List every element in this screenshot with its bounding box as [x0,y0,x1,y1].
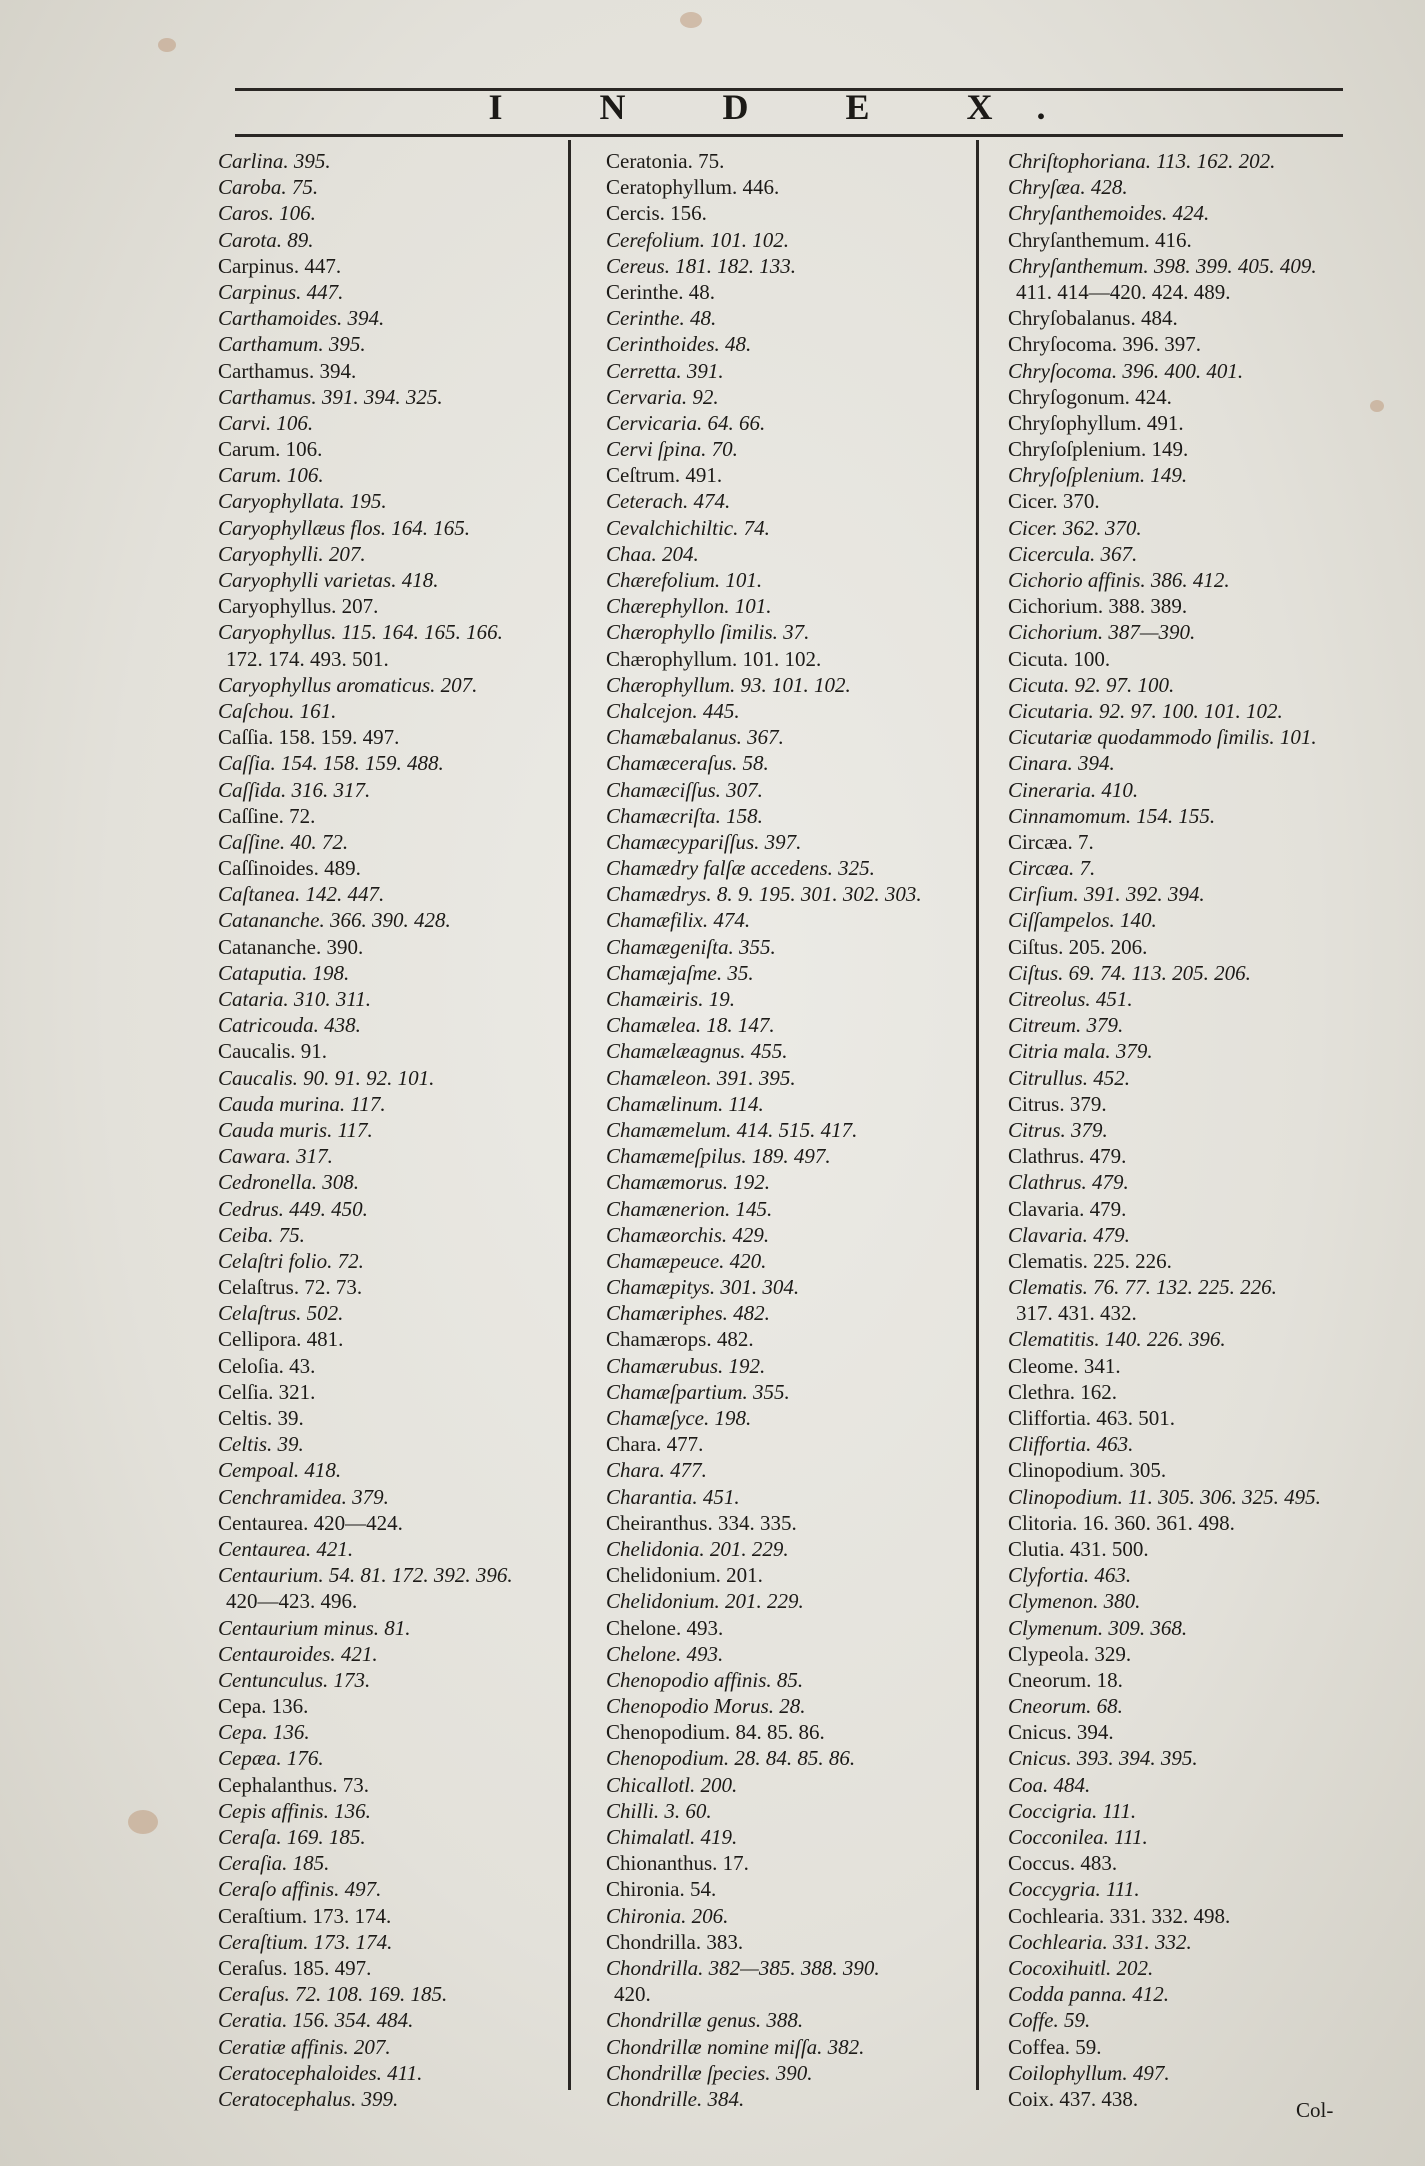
index-entry: Chironia. 54. [606,1877,717,1902]
index-entry: Citrus. 379. [1008,1091,1107,1116]
index-entry: Catricouda. 438. [218,1013,361,1038]
index-entry: Coccigria. 111. [1008,1798,1137,1823]
index-entry: Chamæpeuce. 420. [606,1248,767,1273]
index-entry: Carpinus. 447. [218,279,344,304]
index-entry: Chryſophyllum. 491. [1008,410,1184,435]
index-entry: Cnicus. 394. [1008,1720,1114,1745]
index-entry: Chærophyllum. 93. 101. 102. [606,672,851,697]
index-entry: Ceratophyllum. 446. [606,175,780,200]
index-entry: Chamædrys. 8. 9. 195. 301. 302. 303. [606,882,922,907]
index-entry: Chamæſpartium. 355. [606,1379,790,1404]
index-entry: Cepa. 136. [218,1720,310,1745]
index-entry: Chamæceraſus. 58. [606,751,769,776]
index-entry: Clathrus. 479. [1008,1144,1127,1169]
index-entry: Chondrille. 384. [606,2086,745,2111]
index-entry: Cerefolium. 101. 102. [606,227,789,252]
index-entry: Ceraſtium. 173. 174. [218,1903,392,1928]
index-entry: Cawara. 317. [218,1144,333,1169]
index-entry: Chamæfilix. 474. [606,908,751,933]
index-entry: Cerinthoides. 48. [606,332,752,357]
index-entry: Cephalanthus. 73. [218,1772,370,1797]
index-entry: Chryſanthemoides. 424. [1008,201,1210,226]
index-entry: Cedrus. 449. 450. [218,1196,368,1221]
index-entry: Carum. 106. [218,437,323,462]
index-entry: Coccygria. 111. [1008,1877,1140,1902]
index-entry: Chamæmeſpilus. 189. 497. [606,1144,831,1169]
index-entry: Chamæorchis. 429. [606,1222,770,1247]
index-entry: Chryſobalanus. 484. [1008,306,1178,331]
index-entry: Caryophylli varietas. 418. [218,568,439,592]
index-entry: Chriſtophoriana. 113. 162. 202. [1008,149,1276,173]
index-entry: Chicallotl. 200. [606,1772,738,1797]
index-entry: Centaurium minus. 81. [218,1615,411,1640]
index-entry: Carvi. 106. [218,410,314,435]
index-entry: Cataria. 310. 311. [218,987,372,1011]
index-entry: Citrus. 379. [1008,1117,1108,1142]
index-entry: Caros. 106. [218,201,316,226]
index-entry: Chenopodium. 28. 84. 85. 86. [606,1746,856,1771]
index-entry: Cliffortia. 463. [1008,1432,1134,1457]
index-entry: Ceraſtium. 173. 174. [218,1929,393,1954]
index-column-2 [606,148,922,2112]
header-rule-bottom [235,134,1343,137]
index-entry: Cochlearia. 331. 332. 498. [1008,1903,1231,1928]
index-entry: Chryſoſplenium. 149. [1008,463,1188,488]
index-entry: Cinnamomum. 154. 155. [1008,803,1216,828]
index-entry: Caucalis. 90. 91. 92. 101. [218,1065,435,1090]
index-entry: Cauda murina. 117. [218,1091,386,1116]
index-entry: Chamæmorus. 192. [606,1170,770,1195]
index-entry: Chamæpitys. 301. 304. [606,1275,800,1300]
index-entry: Chalcejon. 445. [606,698,740,723]
index-entry: Chamægeniſta. 355. [606,934,776,959]
index-entry: Carota. 89. [218,227,314,252]
index-entry: Cevalchichiltic. 74. [606,515,770,540]
index-entry: Cicer. 370. [1008,489,1100,514]
index-entry: Ciſtus. 205. 206. [1008,934,1148,959]
index-entry: Chondrilla. 383. [606,1929,744,1954]
index-entry: Caryophyllæus flos. 164. 165. [218,515,471,540]
index-entry: Ceraſia. 185. [218,1851,330,1876]
index-entry: Cinara. 394. [1008,751,1115,776]
index-entry: Chryſæa. 428. [1008,175,1128,200]
index-entry: Chamærops. 482. [606,1327,754,1352]
index-entry: Cichorio affinis. 386. 412. [1008,568,1230,592]
index-entry: Chondrilla. 382—385. 388. 390. [606,1955,880,1980]
index-entry: Chenopodio affinis. 85. [606,1667,804,1692]
index-entry: Ceraſus. 72. 108. 169. 185. [218,1982,448,2007]
index-entry: Chamæriphes. 482. [606,1301,770,1326]
index-entry: Celſia. 321. [218,1379,316,1404]
index-entry: Chenopodio Morus. 28. [606,1694,806,1719]
index-entry: Cneorum. 68. [1008,1694,1123,1719]
index-entry: Carum. 106. [218,463,324,488]
index-entry: Chamæſyce. 198. [606,1406,752,1430]
index-entry: Chelone. 493. [606,1641,724,1666]
index-entry: Cicercula. 367. [1008,541,1138,566]
index-column-1 [218,148,513,2112]
index-entry: Cocoxihuitl. 202. [1008,1955,1154,1980]
index-entry: Chondrillæ nomine miſſa. 382. [606,2034,865,2059]
index-entry: Chondrillæ ſpecies. 390. [606,2060,813,2085]
index-entry: Cervi ſpina. 70. [606,437,738,462]
index-column-3 [1008,148,1321,2112]
index-entry: Clinopodium. 11. 305. 306. 325. 495. [1008,1484,1321,1509]
index-entry: Chærephyllon. 101. [606,594,772,619]
index-entry: Clavaria. 479. [1008,1196,1127,1221]
index-entry-continuation: 172. 174. 493. 501. [226,646,389,671]
index-entry: Chenopodium. 84. 85. 86. [606,1720,825,1745]
index-entry: Celtis. 39. [218,1406,304,1430]
index-entry: Cerinthe. 48. [606,279,716,304]
index-entry: Caſtanea. 142. 447. [218,882,385,907]
index-entry: Ceratonia. 75. [606,149,725,173]
index-entry: Ceratocephalus. 399. [218,2086,399,2111]
index-entry: Ceraſus. 185. 497. [218,1955,372,1980]
column-divider [568,140,571,2090]
index-entry: Chamæmelum. 414. 515. 417. [606,1117,858,1142]
index-entry-continuation: 420. [614,1982,651,2007]
foxing-stain [680,12,702,28]
foxing-stain [158,38,176,52]
index-entry: Cercis. 156. [606,201,707,226]
index-entry: Chryſocoma. 396. 400. 401. [1008,358,1244,383]
index-entry: Cedronella. 308. [218,1170,359,1195]
index-entry: Caſſia. 154. 158. 159. 488. [218,751,444,776]
index-entry: Coa. 484. [1008,1772,1091,1797]
index-entry: Clyfortia. 463. [1008,1563,1132,1588]
index-entry: Coix. 437. 438. [1008,2086,1139,2111]
index-entry: Caſſine. 40. 72. [218,829,349,854]
index-entry: Cocconilea. 111. [1008,1825,1148,1849]
index-entry: Cirſium. 391. 392. 394. [1008,882,1205,907]
index-entry: Cicutariæ quodammodo ſimilis. 101. [1008,725,1317,750]
catchword: Col- [1296,2098,1334,2122]
index-entry: Cempoal. 418. [218,1458,342,1483]
index-entry: Cichorium. 387—390. [1008,620,1196,645]
foxing-stain [1370,400,1384,412]
index-entry: Chamæcriſta. 158. [606,803,763,828]
index-entry: Cataputia. 198. [218,960,350,985]
index-entry: Caryophyllus aromaticus. 207. [218,672,478,697]
index-entry: Chelidonia. 201. 229. [606,1536,789,1561]
index-entry: Clymenon. 380. [1008,1589,1141,1614]
index-entry: Chamæcypariſſus. 397. [606,829,802,854]
index-entry-continuation: 411. 414—420. 424. 489. [1016,279,1231,304]
index-entry: Chamæjaſme. 35. [606,960,754,985]
index-entry: Chamærubus. 192. [606,1353,766,1378]
index-entry: Chilli. 3. 60. [606,1798,712,1823]
index-entry: Cellipora. 481. [218,1327,344,1352]
index-entry: Chamænerion. 145. [606,1196,773,1221]
index-entry: Cneorum. 18. [1008,1667,1123,1692]
index-entry: Cervicaria. 64. 66. [606,410,766,435]
index-entry: Clathrus. 479. [1008,1170,1129,1195]
index-entry: Circæa. 7. [1008,856,1096,881]
index-entry: Celtis. 39. [218,1432,304,1457]
index-entry: Chamælea. 18. 147. [606,1013,775,1038]
index-entry: Cheiranthus. 334. 335. [606,1510,797,1535]
index-entry: Ceraſa. 169. 185. [218,1825,366,1849]
index-entry: Coffea. 59. [1008,2034,1102,2059]
index-entry: Citreum. 379. [1008,1013,1124,1038]
index-entry: Celaſtrus. 72. 73. [218,1275,363,1300]
index-entry: Chryſocoma. 396. 397. [1008,332,1202,357]
index-entry: Chamæciſſus. 307. [606,777,763,802]
page-title: I N D E X. [488,87,1090,127]
index-entry: Chryſogonum. 424. [1008,384,1172,409]
index-entry: Caryophyllus. 207. [218,594,379,619]
index-entry: Chamæbalanus. 367. [606,725,784,750]
index-entry: Caroba. 75. [218,175,319,200]
index-entry: Cineraria. 410. [1008,777,1139,802]
index-entry: Cicuta. 92. 97. 100. [1008,672,1175,697]
index-entry: Chamæiris. 19. [606,987,735,1011]
index-entry: Chamædry falſæ accedens. 325. [606,856,875,881]
index-entry: Centunculus. 173. [218,1667,371,1692]
index-entry: Cepis affinis. 136. [218,1798,371,1823]
index-entry: Cepa. 136. [218,1694,309,1719]
index-entry: Circæa. 7. [1008,829,1094,854]
index-entry: Cnicus. 393. 394. 395. [1008,1746,1198,1771]
index-entry: Carthamus. 394. [218,358,357,383]
index-entry: Coccus. 483. [1008,1851,1118,1876]
index-entry: Centauroides. 421. [218,1641,378,1666]
index-entry: Celaſtrus. 502. [218,1301,344,1326]
index-entry: Caſſinoides. 489. [218,856,361,881]
index-entry: Chryſanthemum. 398. 399. 405. 409. [1008,253,1317,278]
index-entry: Citria mala. 379. [1008,1039,1153,1064]
index-entry: Clematitis. 140. 226. 396. [1008,1327,1226,1352]
index-entry: Centaurium. 54. 81. 172. 392. 396. [218,1563,513,1588]
index-entry: Chamælæagnus. 455. [606,1039,788,1064]
index-entry: Chærophyllum. 101. 102. [606,646,822,671]
index-entry: Chamæleon. 391. 395. [606,1065,796,1090]
index-entry: Caſſine. 72. [218,803,316,828]
index-entry: Cauda muris. 117. [218,1117,373,1142]
index-entry-continuation: 317. 431. 432. [1016,1301,1137,1326]
index-entry: Carlina. 395. [218,149,331,173]
index-entry: Carthamum. 395. [218,332,366,357]
index-entry: Ceraſo affinis. 497. [218,1877,382,1902]
index-entry: Carthamoides. 394. [218,306,385,331]
index-entry: Citrullus. 452. [1008,1065,1130,1090]
index-entry: Chærophyllo ſimilis. 37. [606,620,810,645]
index-entry: Coffe. 59. [1008,2008,1091,2033]
index-entry: Cicutaria. 92. 97. 100. 101. 102. [1008,698,1283,723]
index-entry: Chryſoſplenium. 149. [1008,437,1189,462]
index-entry: Celoſia. 43. [218,1353,316,1378]
index-entry: Clematis. 225. 226. [1008,1248,1172,1273]
index-entry: Caucalis. 91. [218,1039,328,1064]
index-entry: Carpinus. 447. [218,253,342,278]
index-entry: Chimalatl. 419. [606,1825,738,1849]
index-entry: Ceratocephaloides. 411. [218,2060,423,2085]
index-entry: Ceiba. 75. [218,1222,305,1247]
index-entry: Caryophyllata. 195. [218,489,387,514]
index-entry: Chamælinum. 114. [606,1091,764,1116]
index-entry: Centaurea. 420—424. [218,1510,403,1535]
index-entry: Chara. 477. [606,1458,707,1483]
index-entry: Coilophyllum. 497. [1008,2060,1170,2085]
index-entry: Cichorium. 388. 389. [1008,594,1188,619]
index-entry: Cerretta. 391. [606,358,724,383]
index-entry: Caryophyllus. 115. 164. 165. 166. [218,620,503,645]
index-entry: Caſſida. 316. 317. [218,777,371,802]
index-entry: Cervaria. 92. [606,384,719,409]
index-entry: Ceratiæ affinis. 207. [218,2034,391,2059]
index-entry: Caryophylli. 207. [218,541,366,566]
index-entry: Ceratia. 156. 354. 484. [218,2008,414,2033]
index-entry: Chara. 477. [606,1432,704,1457]
index-entry: Carthamus. 391. 394. 325. [218,384,443,409]
index-entry: Cliffortia. 463. 501. [1008,1406,1176,1430]
index-entry: Clinopodium. 305. [1008,1458,1167,1483]
index-entry: Chærefolium. 101. [606,568,763,592]
index-entry: Chryſanthemum. 416. [1008,227,1192,252]
index-entry: Clymenum. 309. 368. [1008,1615,1188,1640]
index-entry: Catananche. 366. 390. 428. [218,908,451,933]
index-entry: Cepæa. 176. [218,1746,324,1771]
index-entry: Caſchou. 161. [218,698,337,723]
index-entry: Chelone. 493. [606,1615,724,1640]
index-entry: Catananche. 390. [218,934,364,959]
index-entry: Ceterach. 474. [606,489,731,514]
index-entry: Clitoria. 16. 360. 361. 498. [1008,1510,1235,1535]
index-entry: Clypeola. 329. [1008,1641,1132,1666]
index-entry: Cerinthe. 48. [606,306,717,331]
foxing-stain [128,1810,158,1834]
index-entry: Citreolus. 451. [1008,987,1133,1011]
index-entry: Cicer. 362. 370. [1008,515,1142,540]
index-entry: Chelidonium. 201. 229. [606,1589,804,1614]
index-entry: Caſſia. 158. 159. 497. [218,725,400,750]
index-entry: Clutia. 431. 500. [1008,1536,1149,1561]
index-entry-continuation: 420—423. 496. [226,1589,358,1614]
index-entry: Clethra. 162. [1008,1379,1118,1404]
index-entry: Chaa. 204. [606,541,699,566]
index-entry: Ciſſampelos. 140. [1008,908,1157,933]
index-entry: Ciſtus. 69. 74. 113. 205. 206. [1008,960,1251,985]
index-entry: Centaurea. 421. [218,1536,354,1561]
index-entry: Cenchramidea. 379. [218,1484,389,1509]
index-entry: Cicuta. 100. [1008,646,1111,671]
index-entry: Clavaria. 479. [1008,1222,1130,1247]
index-entry: Chironia. 206. [606,1903,729,1928]
index-entry: Celaſtri folio. 72. [218,1248,364,1273]
index-entry: Cleome. 341. [1008,1353,1121,1378]
column-divider [976,140,979,2090]
index-entry: Charantia. 451. [606,1484,740,1509]
index-entry: Chelidonium. 201. [606,1563,763,1588]
index-entry: Ceſtrum. 491. [606,463,723,488]
index-entry: Clematis. 76. 77. 132. 225. 226. [1008,1275,1277,1300]
index-entry: Chondrillæ genus. 388. [606,2008,804,2033]
index-entry: Cochlearia. 331. 332. [1008,1929,1192,1954]
index-entry: Chionanthus. 17. [606,1851,749,1876]
index-entry: Codda panna. 412. [1008,1982,1170,2007]
index-entry: Cereus. 181. 182. 133. [606,253,796,278]
